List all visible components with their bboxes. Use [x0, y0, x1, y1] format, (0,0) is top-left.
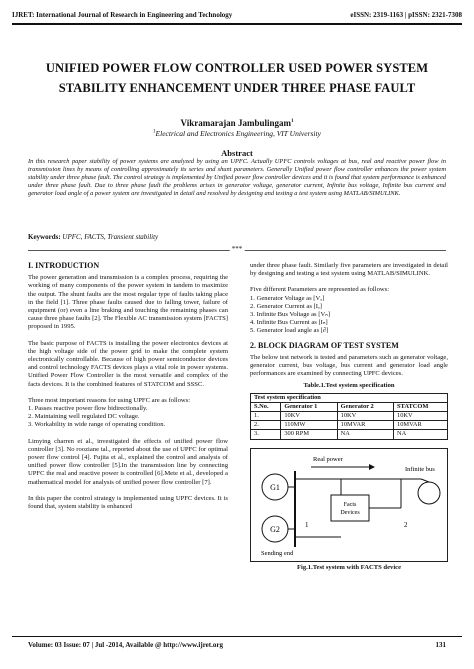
list-item: 3. Workability in wide range of operating condition.: [28, 421, 166, 429]
table-header: S.No.: [251, 402, 281, 411]
keywords: [28, 233, 446, 241]
table-row: [251, 412, 448, 421]
table-header: Generator 2: [337, 402, 393, 411]
title-line-1: UNIFIED POWER FLOW CONTROLLER USED POWER SYSTEM: [45, 61, 429, 75]
table-cell: 1.: [251, 412, 281, 421]
intro-paragraph-5: In this paper the control strategy is implemented using UPFC devices. It is found that, system stability is enhanced: [28, 494, 228, 511]
list-item: 2. Maintaining well regulated DC voltage.: [28, 413, 140, 421]
spec-table: [250, 393, 448, 440]
block-diagram-svg: [251, 449, 447, 561]
header-rule: [12, 23, 462, 25]
block-diagram-heading: 2. BLOCK DIAGRAM OF TEST SYSTEM: [250, 340, 399, 350]
page-number: 131: [435, 641, 446, 649]
real-power-label: Real power: [313, 455, 343, 463]
infinite-bus-line: [421, 479, 429, 482]
generator-1-label: G1: [270, 482, 280, 492]
table-cell: NA: [337, 430, 393, 439]
table-cell: 10MVAR: [337, 421, 393, 430]
table-row: [251, 430, 448, 439]
abstract-heading: Abstract: [221, 148, 253, 158]
title-line-2: STABILITY ENHANCEMENT UNDER THREE PHASE FAULT: [58, 81, 416, 95]
footer-rule: [12, 636, 462, 637]
author-sup: 1: [290, 119, 294, 124]
footer: [28, 641, 446, 649]
facts-box: [331, 495, 369, 521]
volume-info: Volume: 03 Issue: 07 | Jul -2014, Available @ http://www.ijret.org: [28, 641, 223, 649]
table-cell: 3.: [251, 430, 281, 439]
list-item: 5. Generator load angle as [∂]: [250, 327, 329, 335]
list-item: 1. Generator Voltage as [Vₐ]: [250, 294, 325, 302]
keywords-text: UPFC, FACTS, Transient stability: [62, 233, 159, 241]
parameters-list: [250, 295, 448, 336]
intro-paragraph-3: Three most important reasons for using UPFC are as follows:: [28, 396, 191, 404]
node-1-label: 1: [305, 520, 309, 529]
facts-label: Facts: [343, 501, 357, 508]
left-column: [28, 262, 228, 519]
list-item: 3. Infinite Bus Voltage as [Vₙ]: [250, 311, 331, 319]
separator: [28, 246, 446, 254]
affiliation-sup: 1: [153, 129, 156, 135]
table-title-cell: Test system specification: [251, 393, 448, 402]
figure-caption: Fig.1.Test system with FACTS device: [296, 563, 402, 571]
issn: eISSN: 2319-1163 | pISSN: 2321-7308: [350, 11, 462, 19]
node-2-label: 2: [404, 520, 408, 529]
infinite-bus-circle: [418, 482, 440, 504]
generator-2-label: G2: [270, 524, 280, 534]
abstract-text: In this research paper stability of power systems are analyzed by using an UPFC. Actually UPFC controls voltages at bus, real and reactive power flow in transmission lines by means of controlling approximately its series and shunt parameters. Generally Unified power flow controller enhances the power system stability under three phase fault. The control strategy is implemented by Unified power flow controller devices and it is found that system performance is enhanced under three phase fault. Due to three phase fault the problems arises in generator voltage, generator current, Infinite bus voltage, Infinite bus current and generator load angle of a power system are investigated in detail and resolved by designing and testing a test system using MATLAB/SIMULINK.: [28, 158, 446, 198]
table-cell: 2.: [251, 421, 281, 430]
list-item: 1. Passes reactive power flow bidirectionally.: [28, 405, 148, 413]
intro-paragraph-4: Limying charren et al., investigated the effects of unified power flow controller [3]. No rooziane tal., reported about the use of UPFC for optimal power flow control [4]. Fujita et al., explained the control and analysis of unified power flow controller [5].In the transmission line by connecting UPFC the real and reactive power is controlled [6].Mete et al., developed a mathematical model for analysis of unified power flow controller [7].: [28, 437, 228, 486]
journal-name: IJRET: International Journal of Research in Engineering and Technology: [12, 11, 233, 19]
table-row: [251, 393, 448, 402]
table-cell: 10MVAR: [394, 421, 448, 430]
table-cell: 110MW: [281, 421, 337, 430]
right-paragraph-2: Five different Parameters are represented as follows:: [250, 286, 390, 294]
author: [0, 118, 474, 128]
separator-stars: ***: [231, 245, 243, 253]
table-cell: 10KV: [394, 412, 448, 421]
table-header: STATCOM: [394, 402, 448, 411]
running-header: [12, 8, 462, 22]
sending-end-label: Sending end: [261, 549, 294, 557]
paper-title: [20, 58, 454, 98]
affiliation-text: Electrical and Electronics Engineering, VIT University: [155, 129, 321, 138]
devices-label: Devices: [340, 509, 360, 516]
table-caption: Table.1.Test system specification: [303, 382, 395, 390]
list-item: 4. Infinite Bus Current as [Iₙ]: [250, 319, 328, 327]
affiliation: [0, 129, 474, 138]
table-cell: 300 RPM: [281, 430, 337, 439]
infinite-bus-label: Infinite bus: [405, 465, 435, 473]
table-cell: NA: [394, 430, 448, 439]
reasons-list: [28, 405, 228, 430]
table-header: Generator 1: [281, 402, 337, 411]
table-cell: 10KV: [281, 412, 337, 421]
table-row: [251, 421, 448, 430]
keywords-label: Keywords:: [28, 233, 61, 241]
list-item: 2. Generator Current as [Iₐ]: [250, 302, 322, 310]
table-header-row: [251, 402, 448, 411]
block-diagram-figure: [250, 448, 448, 562]
intro-heading: I. INTRODUCTION: [28, 261, 100, 270]
author-name: Vikramarajan Jambulingam: [180, 118, 291, 128]
right-column: [250, 262, 448, 572]
table-cell: 10KV: [337, 412, 393, 421]
intro-paragraph-1: The power generation and transmission is a complex process, requiring the working of many components of the power system in tandem to maximize the output. The shunt faults are the most regular type of faults taking place in the field [1]. Three phase faults caused due to falling tower, failure of equipment (or) even a line braking and touching the remaining phases can cause three phase faults [2]. The Flexible AC transmission system [FACTS] proposed in 1995.: [28, 274, 228, 331]
right-paragraph-3: The below test network is tested and parameters such as generator voltage, generator current, bus voltage, bus current and generator load angle performances are examined by connecting UPFC devices.: [250, 353, 448, 378]
intro-paragraph-2: The basic purpose of FACTS is installing the power electronics devices at the high voltage side of the power grid to make the complete system electronically controllable. Because of high power semiconductor devices and control technology FACTS devices plays a vital role in power systems. Unified Power Flow Controller is the most versatile and complex of the facts devices. It is the combined features of STATCOM and SSSC.: [28, 339, 228, 388]
right-paragraph-1: under three phase fault. Similarly five parameters are investigated in detail by designing and testing a test system using MATLAB/SIMULINK.: [250, 262, 448, 278]
arrow-head: [369, 464, 375, 470]
